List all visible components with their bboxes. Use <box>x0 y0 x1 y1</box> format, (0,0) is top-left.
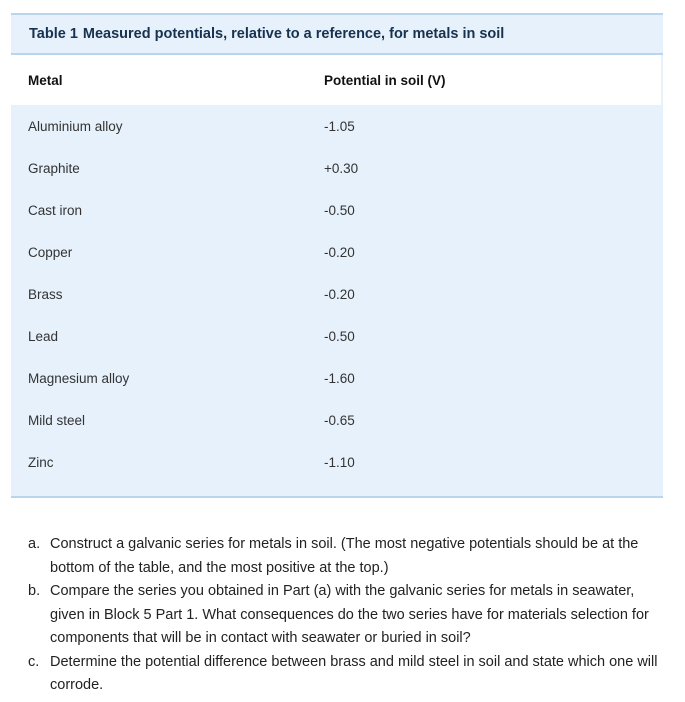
question-item-b <box>28 580 668 651</box>
potential-cell: -1.05 <box>324 118 355 134</box>
table-caption <box>11 15 663 55</box>
metal-cell: Brass <box>28 286 63 302</box>
table-row <box>11 315 661 357</box>
potential-cell: -0.50 <box>324 202 355 218</box>
table-row <box>11 105 661 147</box>
metal-cell: Magnesium alloy <box>28 370 130 386</box>
question-item-a <box>28 533 668 580</box>
metal-cell: Aluminium alloy <box>28 118 123 134</box>
question-text: Determine the potential difference between brass and mild steel in soil and state which one will corrode. <box>50 653 658 693</box>
table-row <box>11 273 661 315</box>
table-row <box>11 189 661 231</box>
question-text: Compare the series you obtained in Part (a) with the galvanic series for metals in seawater, given in Block 5 Part 1. What consequences do the two series have for materials selection for components that will be in contact with seawater or buried in soil? <box>50 583 649 646</box>
potential-cell: -1.60 <box>324 370 355 386</box>
table-row <box>11 357 661 399</box>
question-text: Construct a galvanic series for metals in soil. (The most negative potentials should be at the bottom of the table, and the most positive at the top.) <box>50 536 639 576</box>
metal-cell: Cast iron <box>28 202 83 218</box>
question-list <box>28 533 668 698</box>
table-header-row <box>11 55 661 105</box>
metal-cell: Zinc <box>28 454 54 470</box>
potential-cell: -1.10 <box>324 454 355 470</box>
question-marker: b. <box>28 583 41 599</box>
potential-cell: -0.20 <box>324 244 355 260</box>
metal-cell: Lead <box>28 328 59 344</box>
question-item-c <box>28 651 668 698</box>
table-container <box>11 13 663 498</box>
header-metal: Metal <box>11 55 324 105</box>
table-row <box>11 231 661 273</box>
table-caption-text: Measured potentials, relative to a reference, for metals in soil <box>82 26 505 42</box>
table-row <box>11 147 661 189</box>
question-marker: c. <box>28 653 40 670</box>
table-row <box>11 441 661 483</box>
metal-cell: Graphite <box>28 160 80 176</box>
question-marker: a. <box>28 536 41 552</box>
metal-cell: Copper <box>28 244 73 260</box>
potentials-table <box>11 55 661 483</box>
potential-cell: +0.30 <box>324 160 359 176</box>
table-caption-label: Table 1 <box>29 26 78 42</box>
potential-cell: -0.65 <box>324 412 355 428</box>
potential-cell: -0.20 <box>324 286 355 302</box>
potential-cell: -0.50 <box>324 328 355 344</box>
metal-cell: Mild steel <box>28 412 86 428</box>
table-row <box>11 399 661 441</box>
header-potential: Potential in soil (V) <box>324 55 661 105</box>
